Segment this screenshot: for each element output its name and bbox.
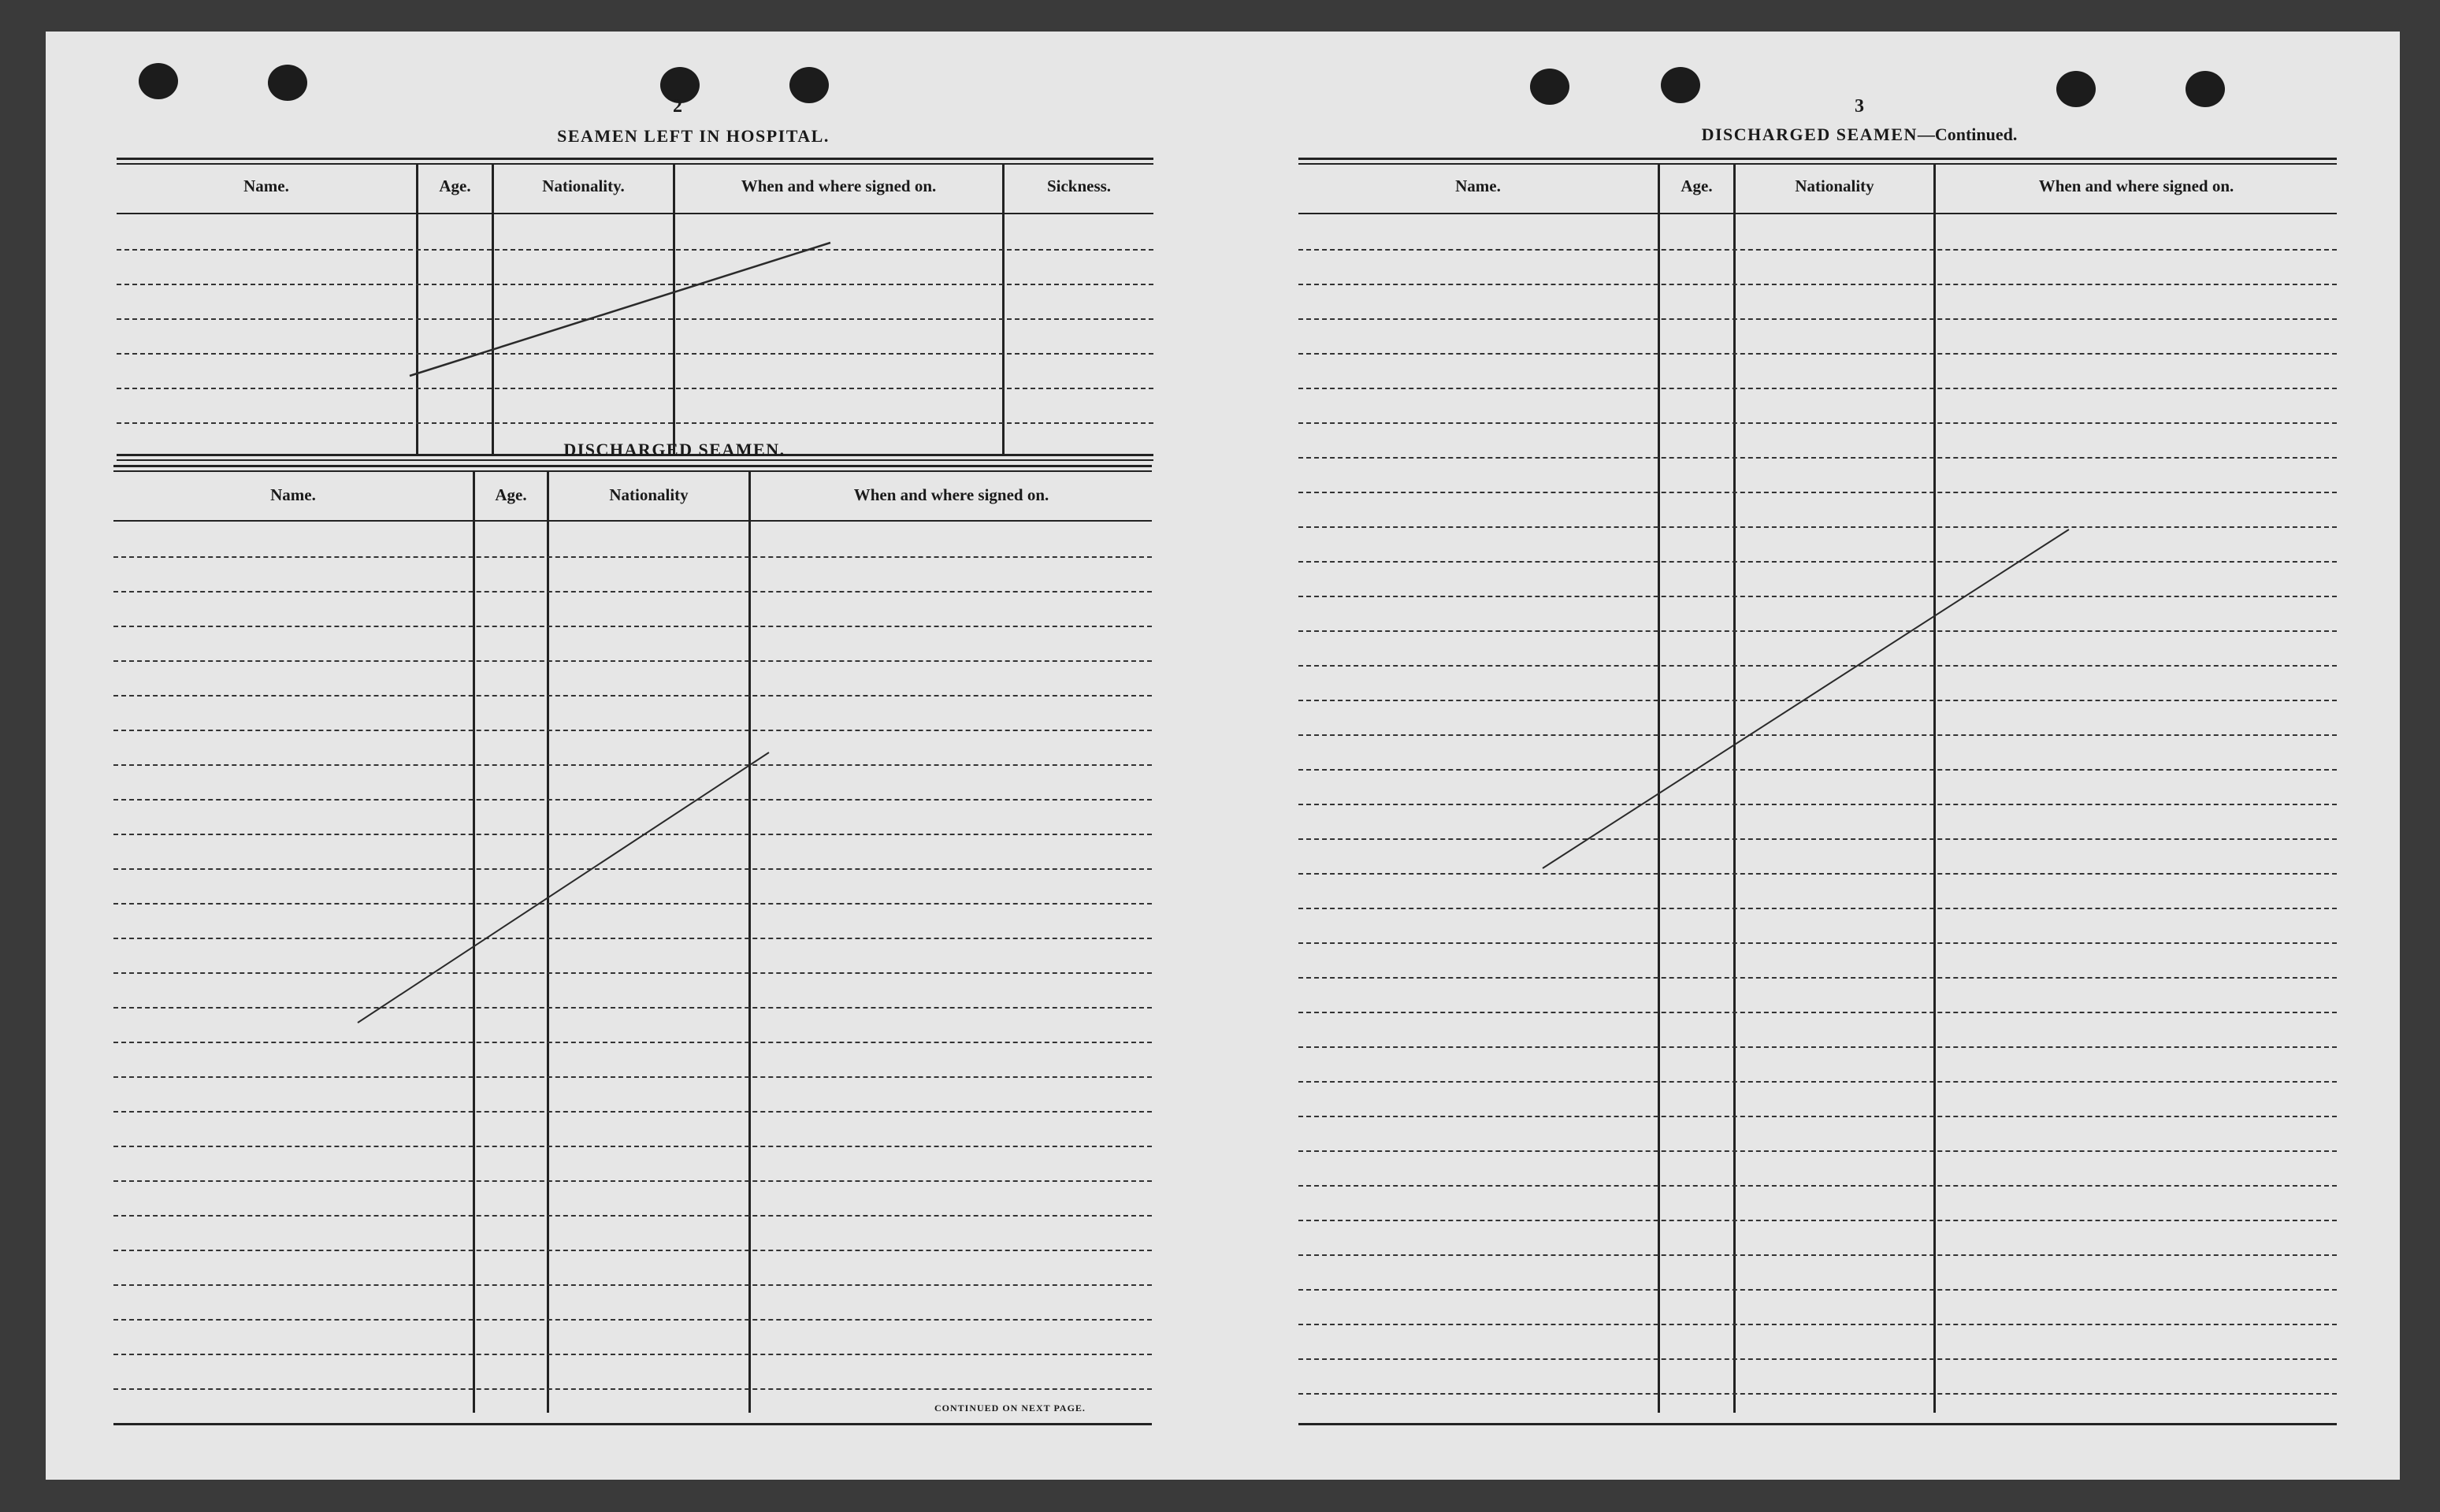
continued-col-age: Age. xyxy=(1681,176,1713,195)
page-number-left: 2 xyxy=(673,96,682,117)
continued-col-signed-on: When and where signed on. xyxy=(2038,176,2234,195)
hospital-col-sickness: Sickness. xyxy=(1046,176,1112,195)
right-page-title-suffix: —Continued. xyxy=(1917,124,2018,144)
discharged-section-title: DISCHARGED SEAMEN. xyxy=(563,440,785,459)
discharged-col-nationality: Nationality xyxy=(609,485,689,504)
pen-strike-marks xyxy=(46,32,2400,1480)
ledger-sheet xyxy=(46,32,2400,1480)
hospital-section-title: SEAMEN LEFT IN HOSPITAL. xyxy=(557,126,830,146)
hospital-col-nationality: Nationality. xyxy=(542,176,625,195)
hospital-col-signed-on: When and where signed on. xyxy=(741,176,937,195)
pen-strike-discharged xyxy=(358,752,769,1023)
hospital-col-name: Name. xyxy=(243,176,289,195)
hospital-col-age: Age. xyxy=(439,176,471,195)
discharged-col-name: Name. xyxy=(270,485,316,504)
discharged-col-age: Age. xyxy=(495,485,527,504)
continued-col-nationality: Nationality xyxy=(1795,176,1874,195)
continued-col-name: Name. xyxy=(1455,176,1501,195)
pen-strike-hospital xyxy=(410,243,830,376)
continued-footer: CONTINUED ON NEXT PAGE. xyxy=(934,1402,1086,1414)
discharged-col-signed-on: When and where signed on. xyxy=(853,485,1049,504)
right-page-title-main: DISCHARGED SEAMEN xyxy=(1701,124,1918,144)
page-number-right: 3 xyxy=(1855,96,1864,117)
pen-strike-continued xyxy=(1543,529,2069,868)
